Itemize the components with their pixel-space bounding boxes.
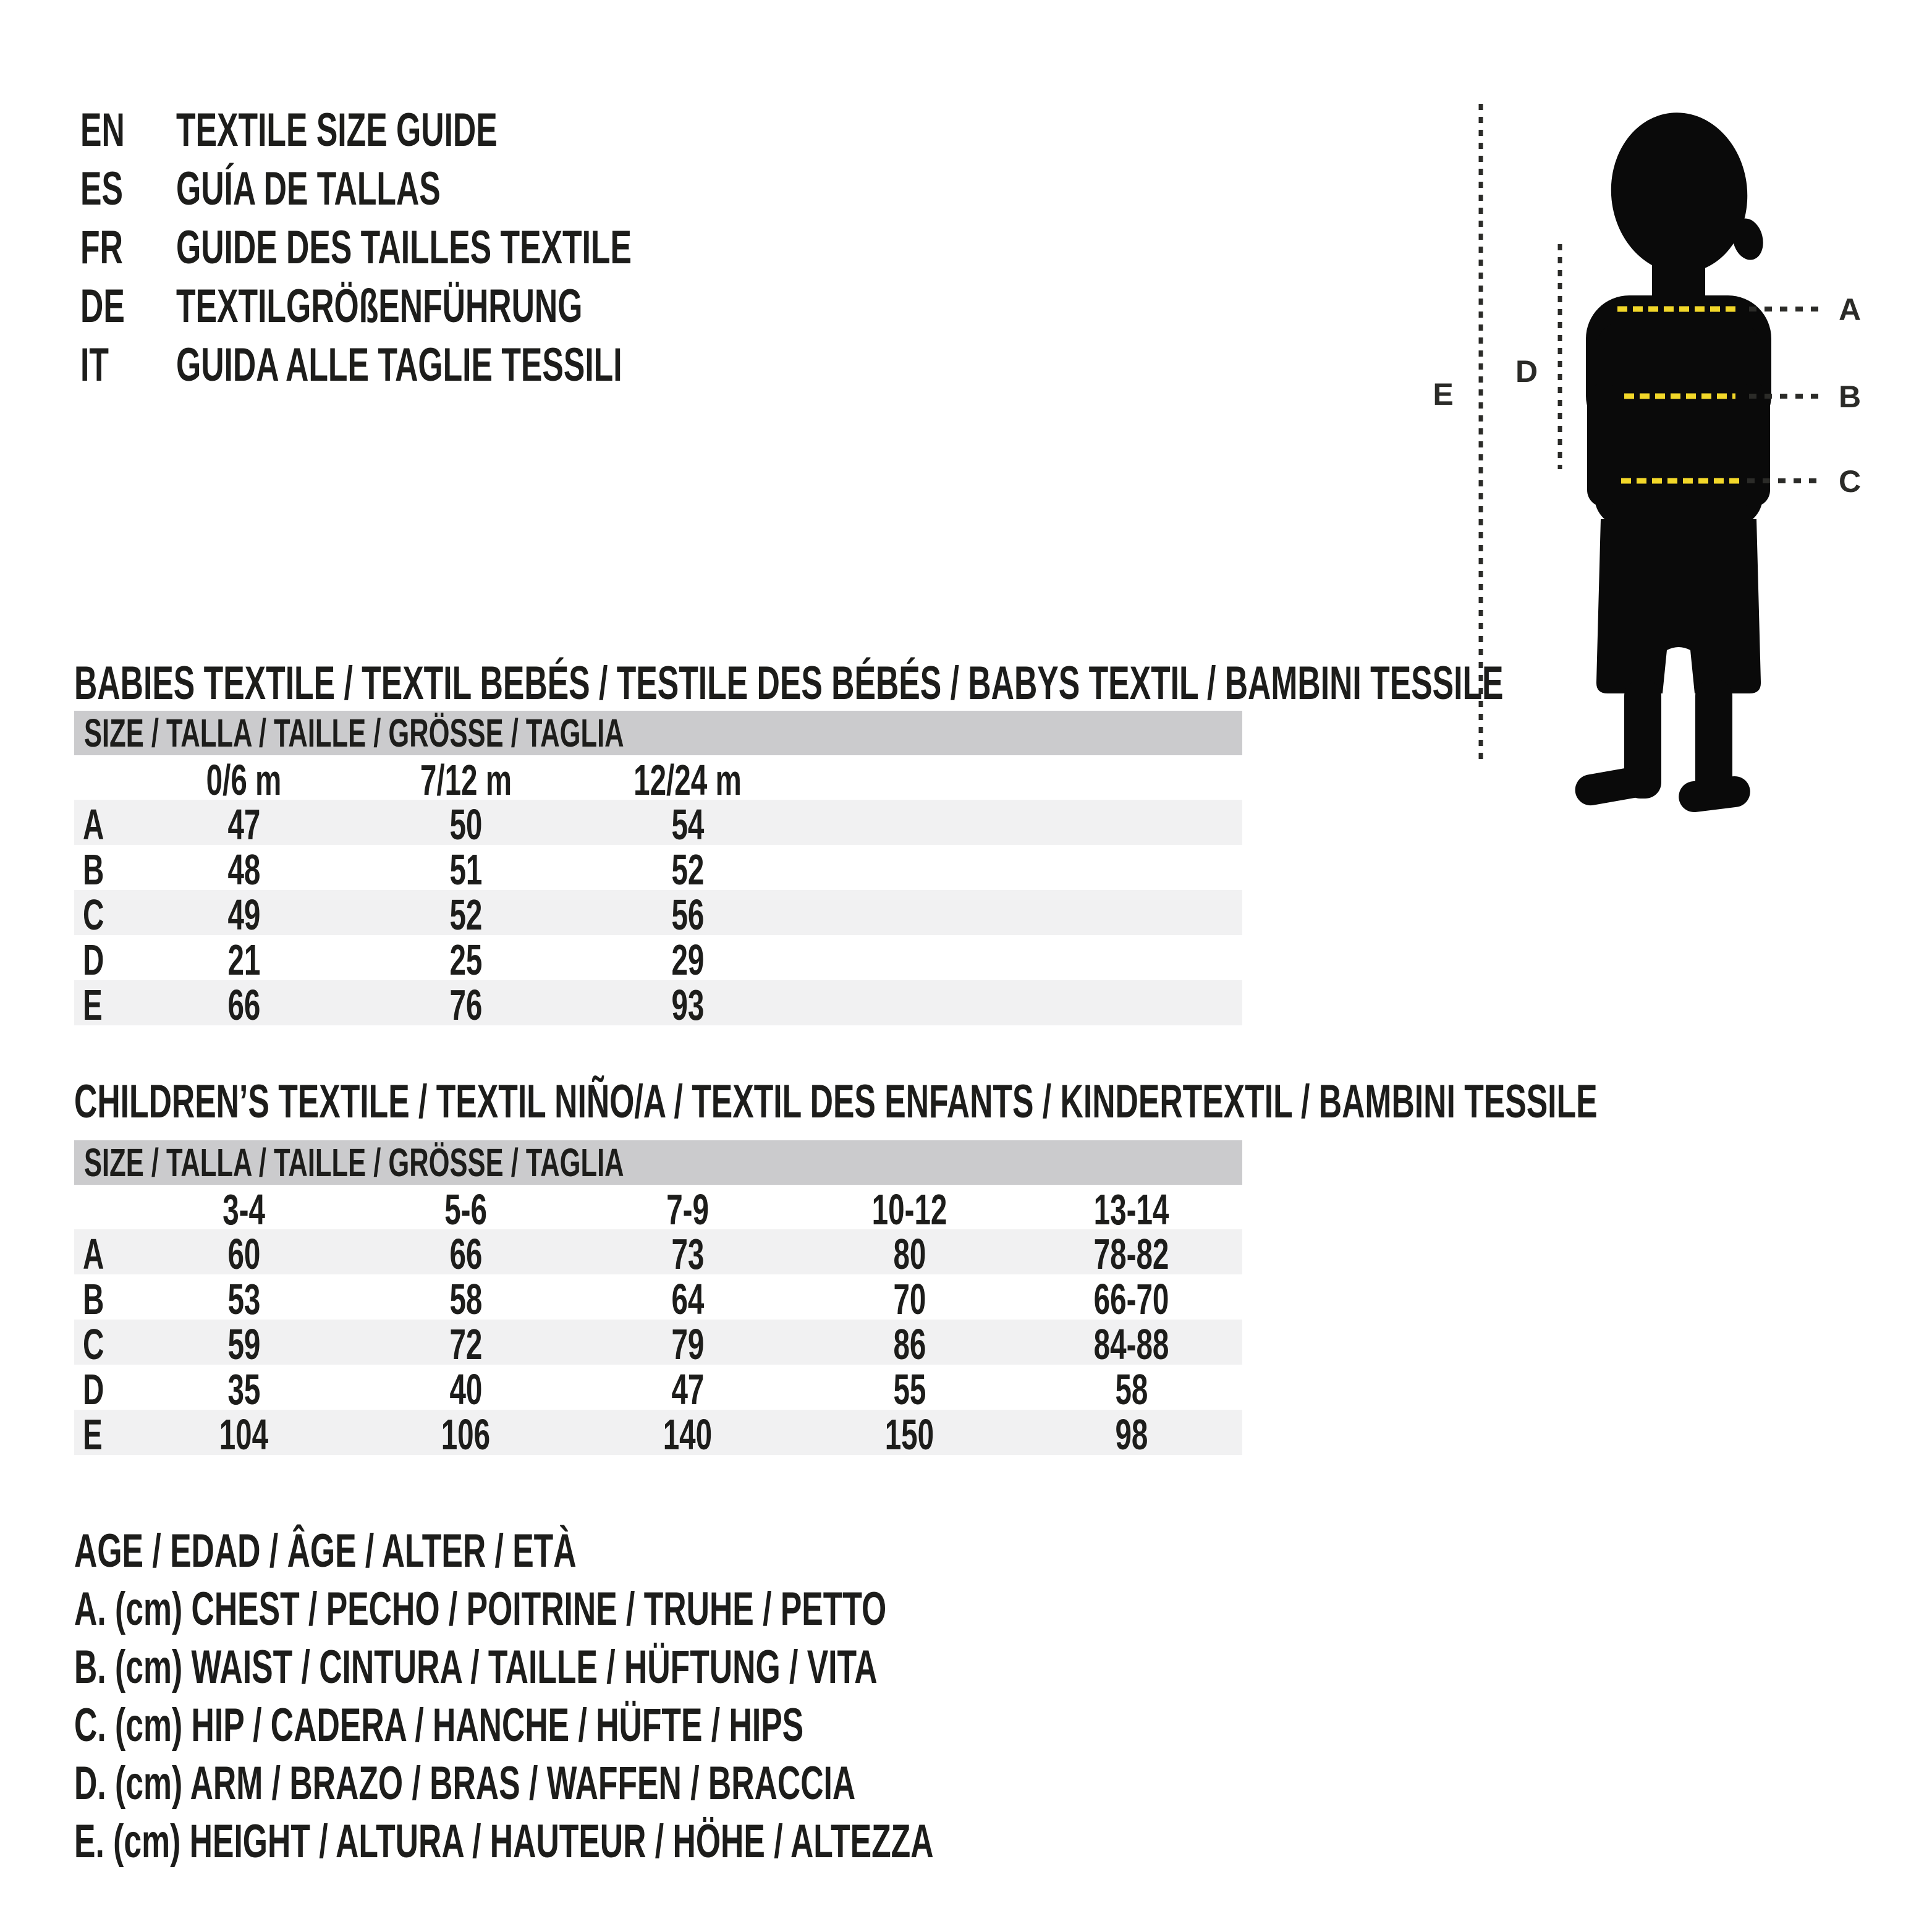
- table-row: [74, 845, 1242, 894]
- cell-value: 66: [227, 981, 260, 1029]
- row-label: D: [83, 1365, 104, 1413]
- cell-value: 58: [1115, 1365, 1148, 1413]
- column-header: 12/24 m: [633, 756, 742, 804]
- cell-value: 150: [884, 1410, 934, 1459]
- language-row-de: [80, 277, 846, 336]
- column-header: 7/12 m: [420, 756, 512, 804]
- language-row-fr: [80, 218, 846, 277]
- cell-value: 104: [219, 1410, 269, 1459]
- legend-line-arm: D. (cm) ARM / BRAZO / BRAS / WAFFEN / BRACCIA: [74, 1756, 856, 1810]
- language-code: DE: [80, 280, 125, 333]
- language-title: GUIDA ALLE TAGLIE TESSILI: [176, 339, 622, 391]
- cell-value: 86: [893, 1320, 926, 1368]
- row-label: C: [83, 891, 104, 939]
- cell-value: 66-70: [1093, 1275, 1169, 1323]
- legend-line-hip: C. (cm) HIP / CADERA / HANCHE / HÜFTE / HIPS: [74, 1698, 804, 1752]
- cell-value: 64: [671, 1275, 704, 1323]
- arm-label: D: [1515, 354, 1538, 389]
- cell-value: 73: [671, 1230, 704, 1278]
- cell-value: 51: [449, 845, 482, 894]
- legend-line-height: E. (cm) HEIGHT / ALTURA / HAUTEUR / HÖHE / ALTEZZA: [74, 1815, 934, 1868]
- cell-value: 54: [671, 800, 704, 849]
- language-code: ES: [80, 163, 123, 215]
- cell-value: 25: [449, 936, 482, 984]
- row-label: C: [83, 1320, 104, 1368]
- cell-value: 140: [663, 1410, 713, 1459]
- row-label: B: [83, 845, 104, 894]
- child-silhouette-figure: [1573, 106, 1771, 814]
- column-header-row: [74, 755, 1242, 804]
- table-row: [74, 1365, 1242, 1413]
- language-list: [80, 101, 846, 394]
- column-header-row: [74, 1185, 1242, 1234]
- row-label: A: [83, 800, 104, 849]
- cell-value: 52: [671, 845, 704, 894]
- cell-value: 76: [449, 981, 482, 1029]
- measurement-diagram: [1409, 62, 1932, 834]
- cell-value: 58: [449, 1275, 482, 1323]
- legend-line-waist: B. (cm) WAIST / CINTURA / TAILLE / HÜFTUNG / VITA: [74, 1640, 878, 1693]
- column-header: 13-14: [1093, 1185, 1169, 1234]
- cell-value: 79: [671, 1320, 704, 1368]
- cell-value: 29: [671, 936, 704, 984]
- cell-value: 106: [441, 1410, 491, 1459]
- table-row: [74, 1229, 1242, 1278]
- table-row: [74, 890, 1242, 939]
- language-title: GUÍA DE TALLAS: [176, 163, 441, 215]
- column-header: 5-6: [444, 1185, 487, 1234]
- cell-value: 70: [893, 1275, 926, 1323]
- cell-value: 84-88: [1093, 1320, 1169, 1368]
- language-row-it: [80, 336, 846, 394]
- height-label: E: [1433, 377, 1454, 412]
- column-header: 0/6 m: [206, 756, 282, 804]
- cell-value: 48: [227, 845, 260, 894]
- size-header-label: SIZE / TALLA / TAILLE / GRÖSSE / TAGLIA: [84, 711, 624, 755]
- cell-value: 40: [449, 1365, 482, 1413]
- column-header: 7-9: [666, 1185, 709, 1234]
- language-title: GUIDE DES TAILLES TEXTILE: [176, 221, 632, 274]
- babies-section-heading: BABIES TEXTILE / TEXTIL BEBÉS / TESTILE DES BÉBÉS / BABYS TEXTIL / BAMBINI TESSILE: [74, 657, 1504, 710]
- cell-value: 21: [227, 936, 260, 984]
- legend-line-chest: A. (cm) CHEST / PECHO / POITRINE / TRUHE / PETTO: [74, 1582, 887, 1635]
- cell-value: 93: [671, 981, 704, 1029]
- babies-size-table: [74, 711, 1242, 1029]
- language-row-en: [80, 101, 846, 159]
- table-row: [74, 1274, 1242, 1323]
- language-code: EN: [80, 104, 125, 156]
- cell-value: 66: [449, 1230, 482, 1278]
- cell-value: 52: [449, 891, 482, 939]
- cell-value: 98: [1115, 1410, 1148, 1459]
- language-title: TEXTILE SIZE GUIDE: [176, 104, 498, 156]
- cell-value: 50: [449, 800, 482, 849]
- row-label: D: [83, 936, 104, 984]
- hip-label: C: [1838, 464, 1862, 499]
- language-row-es: [80, 159, 846, 218]
- row-label: E: [83, 1410, 103, 1459]
- row-label: E: [83, 981, 103, 1029]
- language-code: FR: [80, 221, 123, 274]
- column-header: 3-4: [222, 1185, 265, 1234]
- measurement-legend: [74, 1522, 1338, 1870]
- cell-value: 60: [227, 1230, 260, 1278]
- cell-value: 59: [227, 1320, 260, 1368]
- size-header-bar: [74, 1140, 1242, 1185]
- cell-value: 55: [893, 1365, 926, 1413]
- cell-value: 49: [227, 891, 260, 939]
- cell-value: 78-82: [1093, 1230, 1169, 1278]
- cell-value: 53: [227, 1275, 260, 1323]
- cell-value: 80: [893, 1230, 926, 1278]
- cell-value: 35: [227, 1365, 260, 1413]
- cell-value: 72: [449, 1320, 482, 1368]
- cell-value: 47: [227, 800, 260, 849]
- table-row: [74, 1320, 1242, 1368]
- cell-value: 47: [671, 1365, 704, 1413]
- children-size-table: [74, 1140, 1242, 1459]
- language-title: TEXTILGRÖßENFÜHRUNG: [176, 280, 583, 333]
- column-header: 10-12: [871, 1185, 947, 1234]
- table-row: [74, 935, 1242, 984]
- chest-label: A: [1838, 292, 1862, 327]
- row-label: A: [83, 1230, 104, 1278]
- table-row: [74, 800, 1242, 849]
- row-label: B: [83, 1275, 104, 1323]
- legend-line-age: AGE / EDAD / ÂGE / ALTER / ETÀ: [74, 1524, 577, 1577]
- size-header-label: SIZE / TALLA / TAILLE / GRÖSSE / TAGLIA: [84, 1140, 624, 1185]
- waist-label: B: [1838, 379, 1862, 414]
- children-section-heading: CHILDREN’S TEXTILE / TEXTIL NIÑO/A / TEXTIL DES ENFANTS / KINDERTEXTIL / BAMBINI TESSILE: [74, 1075, 1598, 1128]
- language-code: IT: [80, 339, 109, 391]
- table-row: [74, 980, 1242, 1029]
- size-header-bar: [74, 711, 1242, 755]
- table-row: [74, 1410, 1242, 1459]
- cell-value: 56: [671, 891, 704, 939]
